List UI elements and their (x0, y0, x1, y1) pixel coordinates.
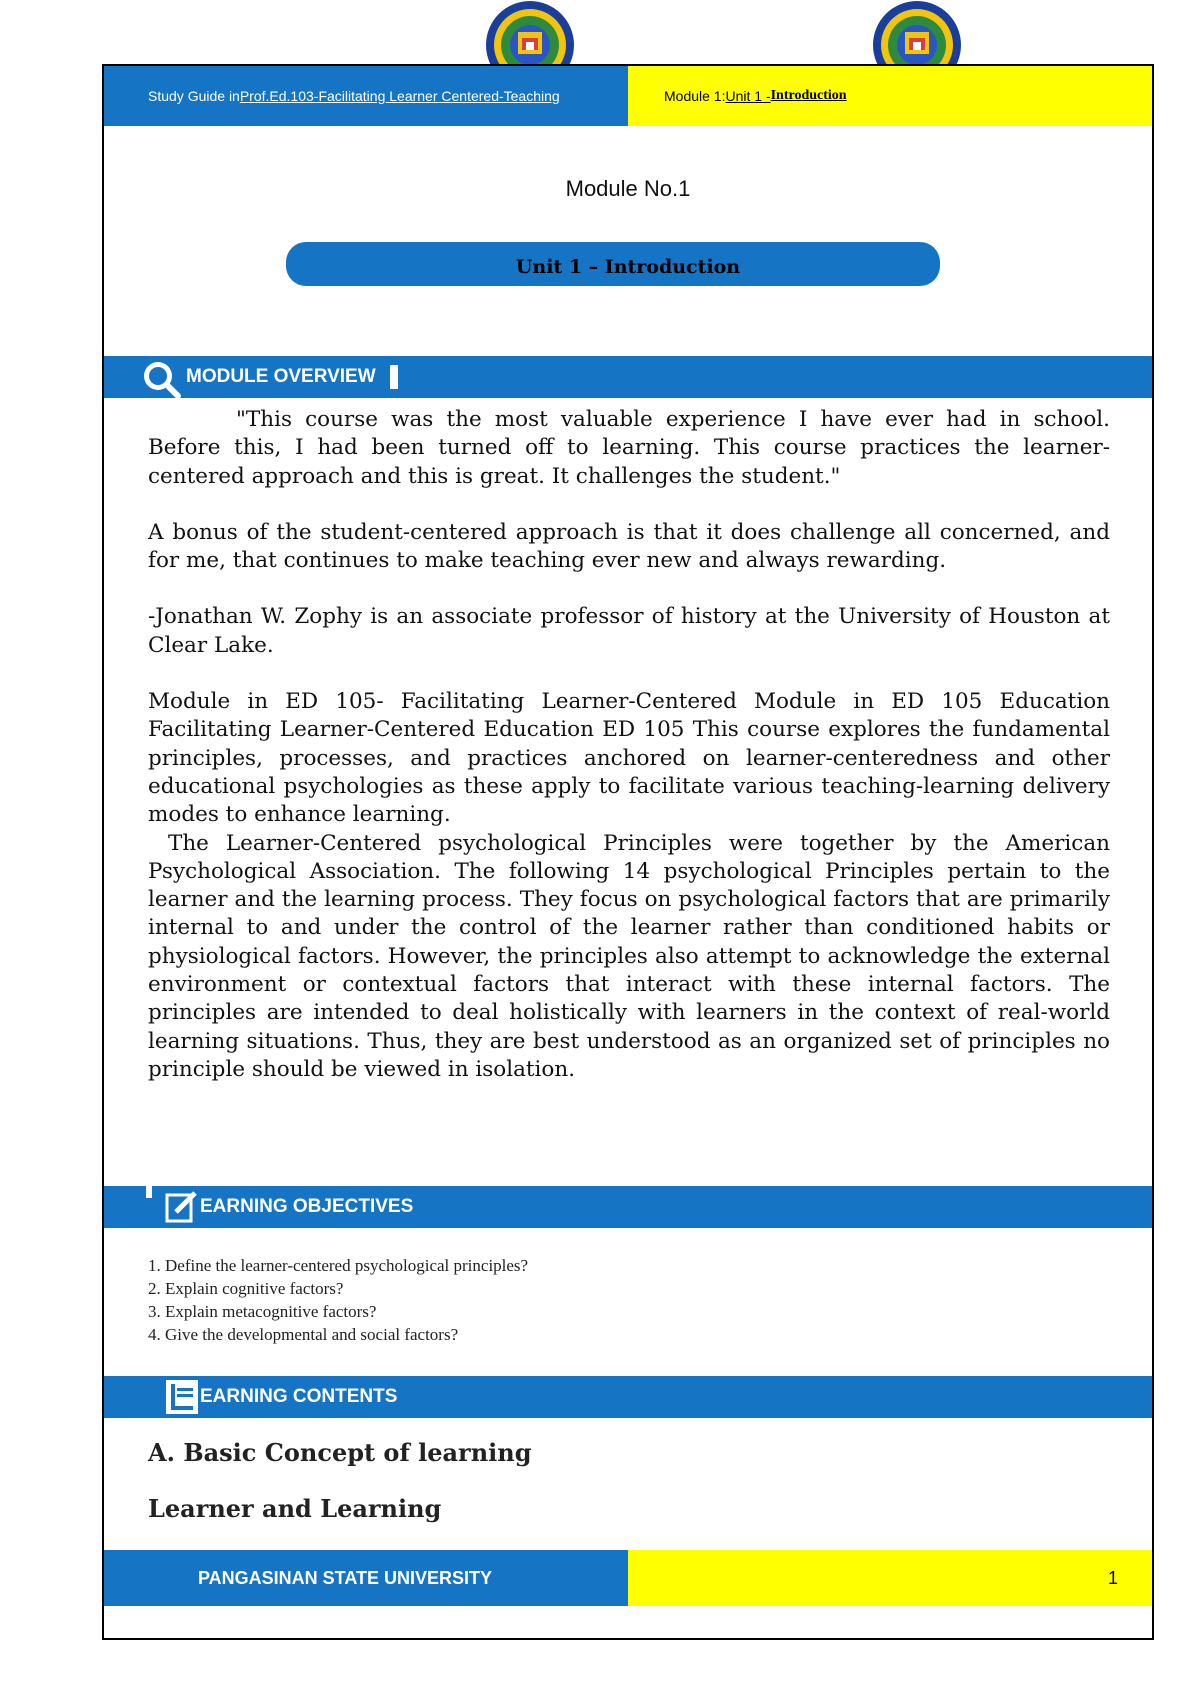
page-number: 1 (628, 1550, 1152, 1606)
footer-university: PANGASINAN STATE UNIVERSITY (104, 1550, 628, 1606)
module-overview-text (148, 406, 1110, 1084)
learning-contents-heading: EARNING CONTENTS (200, 1386, 398, 1407)
magnifier-icon (140, 358, 182, 400)
header-module-info (628, 66, 1152, 126)
module-number: Module No.1 (565, 176, 691, 201)
page-frame (102, 64, 1154, 1640)
page-footer (104, 1550, 1152, 1606)
overview-attribution: -Jonathan W. Zophy is an associate professor of history at the University of Houston at Clear Lake. (148, 604, 1110, 658)
module-overview-heading: MODULE OVERVIEW (186, 366, 376, 387)
header-module-prefix: Module 1: (664, 88, 726, 104)
page-header (104, 66, 1152, 126)
university-seal-left (485, 0, 575, 68)
overview-module-description: Module in ED 105- Facilitating Learner-Centered Module in ED 105 Education Facilitating Learner-Centered Education ED 105 This course explores the fundamental principles, processes, and practices anchored on learner-centeredness and other educational psychologies as these apply to facilitate various teaching-learning delivery modes to enhance learning. (148, 689, 1110, 828)
overview-principles: The Learner-Centered psychological Principles were together by the American Psychological Association. The following 14 psychological Principles pertain to the learner and the learning process. They focus on psychological factors that are primarily internal to and under the control of the learner rather than conditioned habits or physiological factors. However, the principles also attempt to acknowledge the external environment or contextual factors that interact with these internal factors. The principles are intended to deal holistically with learners in the context of real-world learning situations. Thus, they are best understood as an organized set of principles no principle should be viewed in isolation. (148, 830, 1110, 1082)
header-unit: Unit 1 - (725, 88, 771, 104)
module-overview-bar (104, 356, 1152, 398)
overview-bonus: A bonus of the student-centered approach is that it does challenge all concerned, and for me, that continues to make teaching ever new and always rewarding. (148, 519, 1110, 574)
learning-objectives-bar (104, 1186, 1152, 1228)
university-seal-right (872, 0, 962, 68)
content-heading-b: Learner and Learning (148, 1494, 442, 1523)
header-unit-title: Introduction (770, 88, 847, 103)
objectives-list (148, 1254, 528, 1346)
objective-item: 3. Explain metacognitive factors? (148, 1302, 377, 1321)
pencil-edit-icon (164, 1190, 198, 1224)
heading-marker-small (146, 1180, 152, 1198)
unit-title: Unit 1 – Introduction (515, 256, 741, 278)
course-link[interactable]: Prof.Ed.103-Facilitating Learner Centered-Teaching (239, 88, 560, 104)
overview-quote: "This course was the most valuable experience I have ever had in school. Before this, I had been turned off to learning. This course practices the learner-centered approach and this is great. It challenges the student." (148, 407, 1110, 489)
content-heading-a: A. Basic Concept of learning (148, 1438, 532, 1467)
learning-objectives-heading: EARNING OBJECTIVES (200, 1196, 414, 1217)
objective-item: 4. Give the developmental and social factors? (148, 1325, 459, 1344)
header-prefix: Study Guide in (148, 88, 240, 104)
header-study-guide (104, 66, 628, 126)
objective-item: 2. Explain cognitive factors? (148, 1279, 344, 1298)
objective-item: 1. Define the learner-centered psychological principles? (148, 1256, 529, 1275)
book-icon (164, 1378, 200, 1416)
heading-marker (390, 365, 398, 389)
learning-contents-bar (104, 1376, 1152, 1418)
